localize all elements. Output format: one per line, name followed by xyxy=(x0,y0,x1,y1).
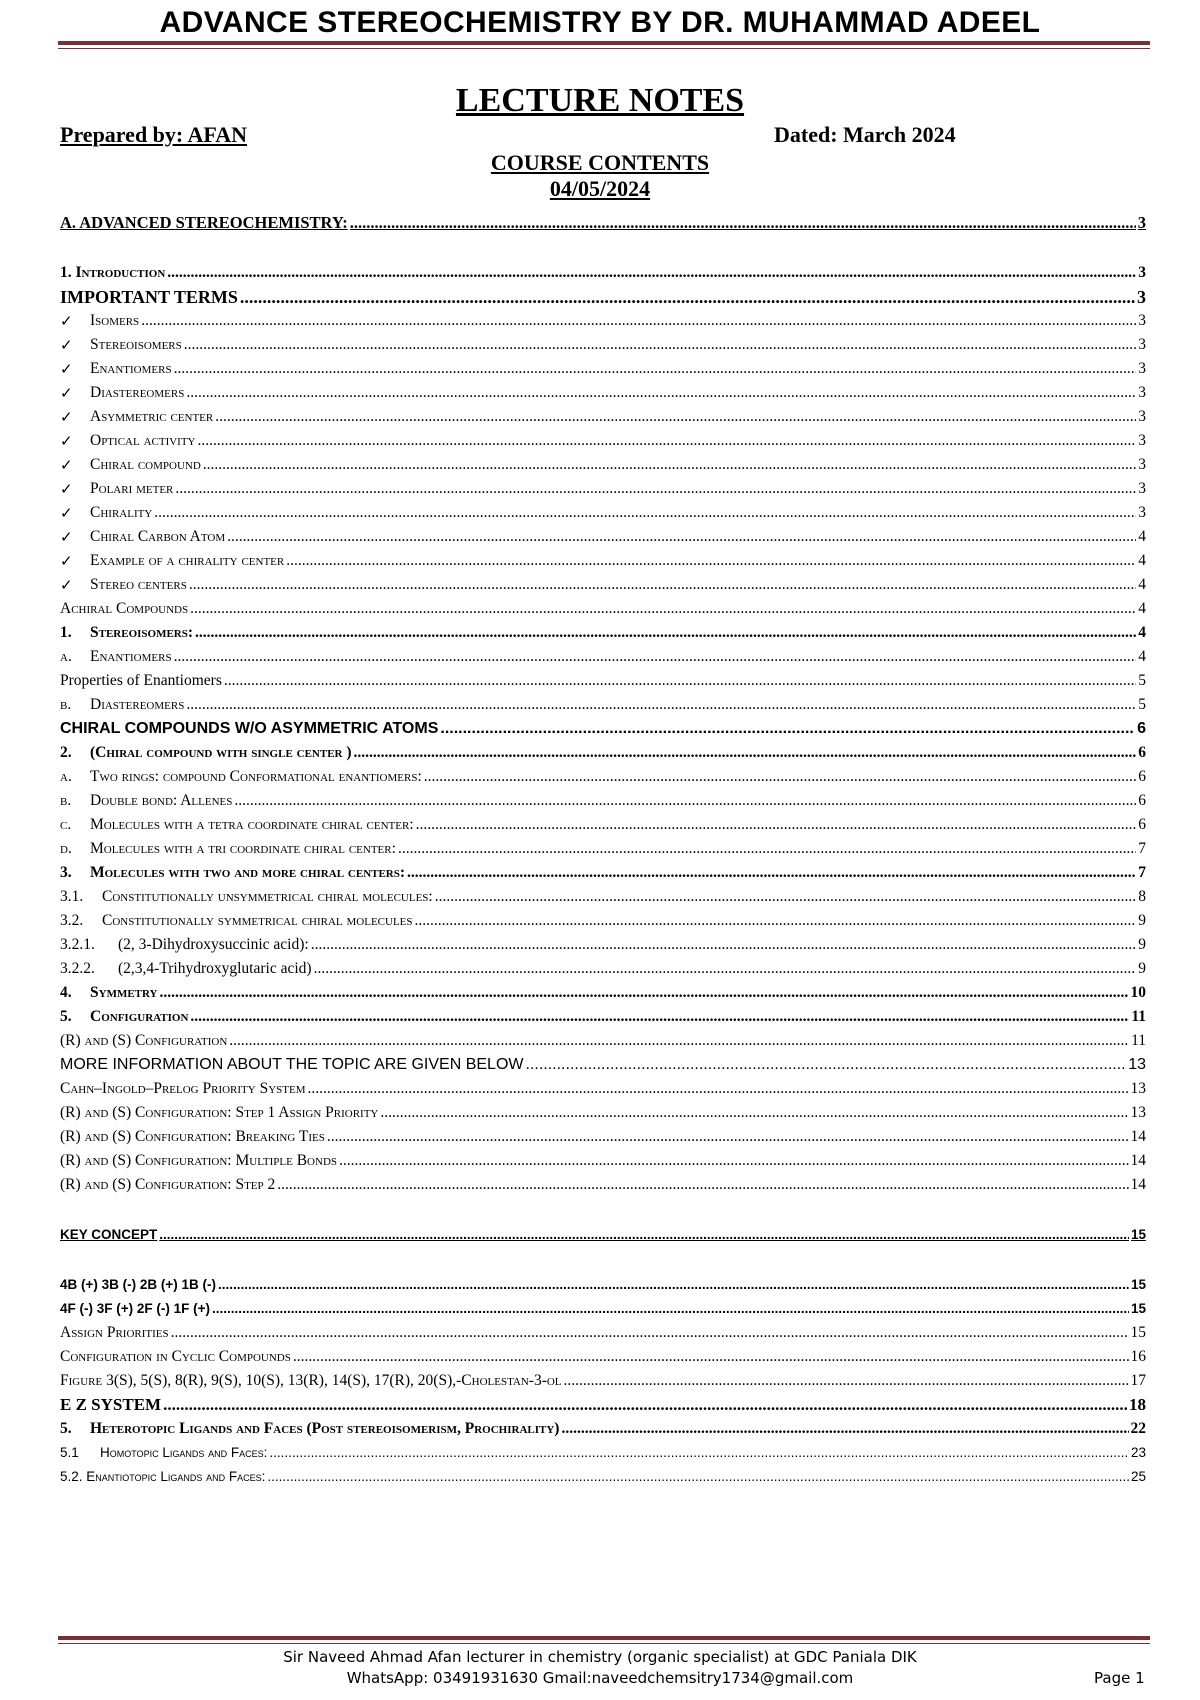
checkmark-icon: ✓ xyxy=(60,384,73,402)
toc-leader xyxy=(198,432,1137,450)
toc-leader xyxy=(380,1104,1128,1122)
toc-leader xyxy=(424,768,1136,786)
toc-number: b. xyxy=(60,696,72,713)
toc-leader xyxy=(234,792,1136,810)
toc-leader xyxy=(186,384,1136,402)
toc-entry[interactable] xyxy=(60,1220,1146,1244)
toc-label: Cahn–Ingold–Prelog Priority System xyxy=(60,1080,306,1097)
toc-entry[interactable] xyxy=(60,330,1146,354)
toc-leader xyxy=(224,672,1136,690)
toc-leader xyxy=(286,552,1136,570)
toc-label: 4F (-) 3F (+) 2F (-) 1F (+) xyxy=(60,1301,210,1316)
toc-page: 3 xyxy=(1138,336,1146,353)
toc-entry[interactable] xyxy=(60,1146,1146,1170)
toc-page: 11 xyxy=(1131,1008,1146,1025)
toc-number: 1. xyxy=(60,624,72,641)
toc-entry[interactable] xyxy=(60,642,1146,666)
toc-entry[interactable] xyxy=(60,786,1146,810)
toc-entry[interactable] xyxy=(60,810,1146,834)
toc-page: 6 xyxy=(1138,744,1146,761)
toc-leader xyxy=(160,984,1129,1002)
page-number: Page 1 xyxy=(1094,1669,1145,1687)
toc-entry[interactable] xyxy=(60,762,1146,786)
toc-entry[interactable] xyxy=(60,1390,1146,1414)
toc-entry[interactable] xyxy=(60,858,1146,882)
toc-label: (2, 3-Dihydroxysuccinic acid): xyxy=(118,936,309,953)
toc-leader xyxy=(311,936,1137,954)
toc-number: 3.2. xyxy=(60,912,84,929)
toc-page: 4 xyxy=(1138,528,1146,545)
toc-label: MORE INFORMATION ABOUT THE TOPIC ARE GIVEN BELOW xyxy=(60,1056,524,1073)
toc-entry[interactable] xyxy=(60,450,1146,474)
toc-number: c. xyxy=(60,816,72,833)
toc-page: 16 xyxy=(1130,1348,1146,1365)
toc-leader xyxy=(398,840,1136,858)
toc-page: 11 xyxy=(1131,1032,1146,1049)
toc-page: 4 xyxy=(1138,576,1146,593)
toc-page: 3 xyxy=(1138,264,1146,281)
toc-label: Homotopic Ligands and Faces: xyxy=(100,1445,268,1460)
toc-page: 18 xyxy=(1129,1395,1146,1414)
toc-page: 5 xyxy=(1138,672,1146,689)
toc-entry[interactable] xyxy=(60,426,1146,450)
toc-page: 3 xyxy=(1138,504,1146,521)
toc-label: Heterotopic Ligands and Faces (Post stereoisomerism, Prochirality) xyxy=(90,1420,560,1437)
toc-page: 9 xyxy=(1138,936,1146,953)
toc-label: Optical activity xyxy=(90,432,196,449)
toc-entry[interactable] xyxy=(60,1462,1146,1486)
toc-number: 5. xyxy=(60,1008,72,1025)
toc-page: 14 xyxy=(1130,1128,1146,1145)
toc-page: 14 xyxy=(1130,1152,1146,1169)
toc-entry[interactable] xyxy=(60,834,1146,858)
toc-label: Diastereomers xyxy=(90,384,185,401)
toc-label: Asymmetric center xyxy=(90,408,214,425)
toc-entry[interactable] xyxy=(60,594,1146,618)
footer-rule xyxy=(58,1636,1150,1640)
toc-number: 3. xyxy=(60,864,72,881)
toc-leader xyxy=(190,600,1136,618)
toc-label: Molecules with a tetra coordinate chiral center: xyxy=(90,816,414,833)
toc-label: Molecules with two and more chiral centers: xyxy=(90,864,406,881)
toc-page: 7 xyxy=(1138,864,1146,881)
toc-leader xyxy=(167,264,1136,282)
header-rule-thin xyxy=(58,48,1150,49)
toc-leader xyxy=(277,1176,1128,1194)
dated: Dated: March 2024 xyxy=(774,122,956,147)
toc-leader xyxy=(293,1348,1129,1366)
toc-leader xyxy=(229,1032,1129,1050)
toc-leader xyxy=(215,408,1136,426)
toc-entry[interactable] xyxy=(60,1074,1146,1098)
toc-number: 3.1. xyxy=(60,888,84,905)
checkmark-icon: ✓ xyxy=(60,408,73,426)
toc-page: 17 xyxy=(1130,1372,1146,1389)
toc-page: 13 xyxy=(1130,1080,1146,1097)
toc-leader xyxy=(354,744,1137,762)
toc-label: Double bond: Allenes xyxy=(90,792,233,809)
toc-label: Stereo centers xyxy=(90,576,187,593)
toc-entry[interactable] xyxy=(60,306,1146,330)
toc-leader xyxy=(267,1468,1129,1486)
toc-leader xyxy=(174,648,1137,666)
toc-entry[interactable] xyxy=(60,570,1146,594)
toc-leader xyxy=(416,816,1137,834)
toc-leader xyxy=(415,912,1137,930)
toc-label: 1. Introduction xyxy=(60,264,166,281)
checkmark-icon: ✓ xyxy=(60,432,73,450)
toc-leader xyxy=(186,696,1136,714)
footer-contact-line: WhatsApp: 03491931630 Gmail:naveedchemsitry1734@gmail.com xyxy=(346,1669,854,1687)
toc-page: 13 xyxy=(1130,1104,1146,1121)
toc-leader xyxy=(327,1128,1129,1146)
toc-entry[interactable] xyxy=(60,498,1146,522)
checkmark-icon: ✓ xyxy=(60,360,73,378)
toc-leader xyxy=(227,528,1136,546)
toc-leader xyxy=(218,1276,1129,1294)
checkmark-icon: ✓ xyxy=(60,456,73,474)
toc-entry[interactable] xyxy=(60,954,1146,978)
toc-leader xyxy=(525,1056,1126,1074)
toc-entry[interactable] xyxy=(60,690,1146,714)
toc-label: (R) and (S) Configuration: Step 2 xyxy=(60,1176,276,1193)
toc-label: (R) and (S) Configuration: Multiple Bonds xyxy=(60,1152,338,1169)
toc-entry[interactable] xyxy=(60,930,1146,954)
toc-page: 23 xyxy=(1130,1445,1146,1460)
toc-entry[interactable] xyxy=(60,738,1146,762)
toc-label: 5.2. Enantiotopic Ligands and Faces: xyxy=(60,1469,266,1484)
toc-label: Achiral Compounds xyxy=(60,600,189,617)
toc-entry[interactable] xyxy=(60,618,1146,642)
toc-label: Stereoisomers: xyxy=(90,624,194,641)
toc-leader xyxy=(440,720,1135,738)
toc-leader xyxy=(407,864,1136,882)
toc-label: A. ADVANCED STEREOCHEMISTRY: xyxy=(60,213,348,232)
toc-leader xyxy=(561,1420,1128,1438)
toc-entry[interactable] xyxy=(60,1366,1146,1390)
toc-label: Isomers xyxy=(90,312,140,329)
toc-entry[interactable] xyxy=(60,1438,1146,1462)
toc-page: 15 xyxy=(1130,1301,1146,1316)
toc-label: Figure 3(S), 5(S), 8(R), 9(S), 10(S), 13(R), 14(S), 17(R), 20(S),-Cholestan-3-ol xyxy=(60,1372,562,1389)
toc-page: 3 xyxy=(1137,287,1146,307)
toc-page: 6 xyxy=(1138,792,1146,809)
checkmark-icon: ✓ xyxy=(60,552,73,570)
toc-page: 25 xyxy=(1130,1469,1146,1484)
toc-leader xyxy=(212,1300,1129,1318)
toc-label: Constitutionally symmetrical chiral molecules xyxy=(102,912,413,929)
lecture-title: LECTURE NOTES xyxy=(455,82,745,119)
toc-page: 10 xyxy=(1130,984,1146,1001)
toc-leader xyxy=(314,960,1137,978)
toc-leader xyxy=(141,312,1136,330)
toc-leader xyxy=(154,504,1136,522)
toc-entry[interactable] xyxy=(60,522,1146,546)
toc-label: (R) and (S) Configuration xyxy=(60,1032,228,1049)
toc-leader xyxy=(350,214,1136,232)
toc-entry[interactable] xyxy=(60,258,1146,282)
toc-entry[interactable] xyxy=(60,1342,1146,1366)
toc-leader xyxy=(564,1372,1129,1390)
checkmark-icon: ✓ xyxy=(60,576,73,594)
toc-leader xyxy=(308,1080,1129,1098)
toc-label: Enantiomers xyxy=(90,360,172,377)
toc-page: 4 xyxy=(1138,552,1146,569)
toc-entry[interactable] xyxy=(60,882,1146,906)
toc-number: d. xyxy=(60,840,72,857)
toc-label: Polari meter xyxy=(90,480,174,497)
toc-leader xyxy=(269,1444,1129,1462)
toc-page: 6 xyxy=(1138,816,1146,833)
prepared-by: Prepared by: AFAN xyxy=(60,122,247,147)
toc-page: 15 xyxy=(1130,1324,1146,1341)
toc-number: 5.1 xyxy=(60,1445,79,1460)
toc-entry[interactable] xyxy=(60,354,1146,378)
toc-number: a. xyxy=(60,768,72,785)
toc-page: 3 xyxy=(1138,360,1146,377)
toc-label: Enantiomers xyxy=(90,648,172,665)
toc-entry[interactable] xyxy=(60,978,1146,1002)
toc-page: 15 xyxy=(1130,1277,1146,1292)
toc-number: 3.2.2. xyxy=(60,960,95,977)
toc-entry[interactable] xyxy=(60,208,1146,232)
toc-label: Molecules with a tri coordinate chiral center: xyxy=(90,840,396,857)
toc-page: 5 xyxy=(1138,696,1146,713)
toc-page: 3 xyxy=(1138,312,1146,329)
toc-label: Configuration xyxy=(90,1008,189,1025)
checkmark-icon: ✓ xyxy=(60,504,73,522)
checkmark-icon: ✓ xyxy=(60,312,73,330)
toc-label: KEY CONCEPT xyxy=(60,1227,158,1242)
toc-leader xyxy=(163,1396,1127,1414)
toc-label: CHIRAL COMPOUNDS W/O ASYMMETRIC ATOMS xyxy=(60,720,439,737)
toc-label: (R) and (S) Configuration: Breaking Ties xyxy=(60,1128,325,1145)
toc-page: 3 xyxy=(1137,213,1146,232)
toc-label: (2,3,4-Trihydroxyglutaric acid) xyxy=(118,960,312,977)
toc-label: Stereoisomers xyxy=(90,336,182,353)
checkmark-icon: ✓ xyxy=(60,528,73,546)
toc-label: Constitutionally unsymmetrical chiral molecules: xyxy=(102,888,433,905)
toc-entry[interactable] xyxy=(60,1098,1146,1122)
toc-label: Diastereomers xyxy=(90,696,185,713)
toc-page: 6 xyxy=(1138,768,1146,785)
toc-page: 3 xyxy=(1138,480,1146,497)
checkmark-icon: ✓ xyxy=(60,480,73,498)
toc-number: 4. xyxy=(60,984,72,1001)
course-contents-title: COURSE CONTENTS xyxy=(490,150,710,175)
toc-leader xyxy=(240,288,1135,306)
toc-number: 3.2.1. xyxy=(60,936,95,953)
toc-page: 6 xyxy=(1137,720,1146,737)
toc-label: Properties of Enantiomers xyxy=(60,672,222,689)
toc-page: 9 xyxy=(1138,912,1146,929)
toc-entry[interactable] xyxy=(60,1270,1146,1294)
header-rule xyxy=(58,41,1150,45)
toc-number: a. xyxy=(60,648,72,665)
toc-entry[interactable] xyxy=(60,1050,1146,1074)
toc-label: Chirality xyxy=(90,504,153,521)
toc-leader xyxy=(435,888,1137,906)
toc-label: Two rings: compound Conformational enantiomers: xyxy=(90,768,422,785)
toc-entry[interactable] xyxy=(60,282,1146,306)
toc-entry[interactable] xyxy=(60,666,1146,690)
toc-entry[interactable] xyxy=(60,714,1146,738)
toc-page: 4 xyxy=(1138,600,1146,617)
toc-page: 8 xyxy=(1138,888,1146,905)
toc-label: 4B (+) 3B (-) 2B (+) 1B (-) xyxy=(60,1277,217,1292)
toc-label: (Chiral compound with single center ) xyxy=(90,744,352,761)
toc-entry[interactable] xyxy=(60,906,1146,930)
course-contents-date: 04/05/2024 xyxy=(549,176,651,201)
toc-label: Symmetry xyxy=(90,984,158,1001)
toc-label: Configuration in Cyclic Compounds xyxy=(60,1348,291,1365)
toc-entry[interactable] xyxy=(60,1002,1146,1026)
toc-entry[interactable] xyxy=(60,1414,1146,1438)
toc-leader xyxy=(184,336,1137,354)
toc-label: Chiral compound xyxy=(90,456,201,473)
toc-leader xyxy=(190,1008,1129,1026)
toc-page: 7 xyxy=(1138,840,1146,857)
footer-rule-thin xyxy=(58,1643,1150,1644)
toc-leader xyxy=(171,1324,1129,1342)
document-header-title: ADVANCE STEREOCHEMISTRY BY DR. MUHAMMAD ADEEL xyxy=(159,6,1041,39)
toc-entry[interactable] xyxy=(60,1294,1146,1318)
toc-entry[interactable] xyxy=(60,402,1146,426)
toc-page: 15 xyxy=(1130,1227,1146,1242)
toc-label: E Z SYSTEM xyxy=(60,1395,162,1414)
toc-page: 4 xyxy=(1138,648,1146,665)
toc-label: IMPORTANT TERMS xyxy=(60,287,238,307)
toc-page: 13 xyxy=(1128,1056,1146,1073)
toc-page: 3 xyxy=(1138,408,1146,425)
toc-leader xyxy=(195,624,1136,642)
toc-number: b. xyxy=(60,792,72,809)
toc-number: 5. xyxy=(60,1420,72,1437)
toc-leader xyxy=(174,360,1137,378)
toc-label: Example of a chirality center xyxy=(90,552,285,569)
toc-page: 3 xyxy=(1138,384,1146,401)
toc-number: 2. xyxy=(60,744,72,761)
toc-entry[interactable] xyxy=(60,378,1146,402)
toc-page: 3 xyxy=(1138,456,1146,473)
toc-label: Assign Priorities xyxy=(60,1324,169,1341)
toc-entry[interactable] xyxy=(60,1318,1146,1342)
toc-leader xyxy=(189,576,1136,594)
toc-page: 22 xyxy=(1130,1420,1146,1437)
toc-entry[interactable] xyxy=(60,546,1146,570)
course-contents-heading xyxy=(0,150,1200,202)
toc-leader xyxy=(159,1226,1129,1244)
toc-leader xyxy=(203,456,1136,474)
toc-entry[interactable] xyxy=(60,1026,1146,1050)
toc-label: Chiral Carbon Atom xyxy=(90,528,226,545)
toc-page: 3 xyxy=(1138,432,1146,449)
footer-author-line: Sir Naveed Ahmad Afan lecturer in chemistry (organic specialist) at GDC Paniala DIK xyxy=(283,1648,917,1666)
checkmark-icon: ✓ xyxy=(60,336,73,354)
toc-entry[interactable] xyxy=(60,1170,1146,1194)
toc-page: 4 xyxy=(1138,624,1146,641)
toc-entry[interactable] xyxy=(60,474,1146,498)
toc-label: (R) and (S) Configuration: Step 1 Assign Priority xyxy=(60,1104,379,1121)
toc-page: 9 xyxy=(1138,960,1146,977)
toc-leader xyxy=(175,480,1136,498)
toc-page: 14 xyxy=(1130,1176,1146,1193)
toc-leader xyxy=(339,1152,1128,1170)
toc-entry[interactable] xyxy=(60,1122,1146,1146)
